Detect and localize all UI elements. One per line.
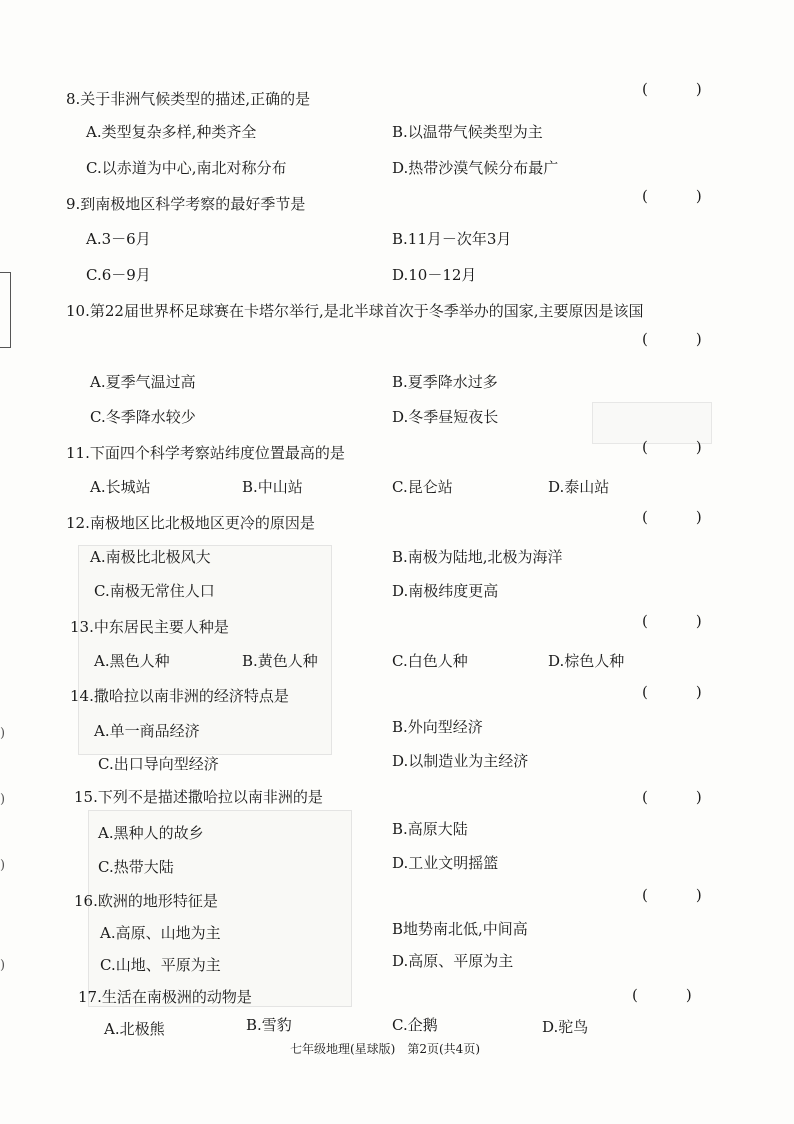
option-15a[interactable]: A.黑种人的故乡 bbox=[98, 824, 204, 842]
left-edge-paren-4: ) bbox=[0, 958, 6, 973]
option-12c[interactable]: C.南极无常住人口 bbox=[94, 582, 215, 600]
answer-bracket-12[interactable]: ( ) bbox=[642, 508, 702, 526]
option-9b[interactable]: B.11月－次年3月 bbox=[392, 230, 512, 248]
option-14d[interactable]: D.以制造业为主经济 bbox=[392, 752, 529, 770]
answer-bracket-8[interactable]: ( ) bbox=[642, 80, 702, 98]
option-15d[interactable]: D.工业文明摇篮 bbox=[392, 854, 499, 872]
option-10c[interactable]: C.冬季降水较少 bbox=[90, 408, 196, 426]
answer-bracket-9[interactable]: ( ) bbox=[642, 187, 702, 205]
question-stem-10: 10.第22届世界杯足球赛在卡塔尔举行,是北半球首次于冬季举办的国家,主要原因是该国 bbox=[66, 302, 644, 320]
option-13c[interactable]: C.白色人种 bbox=[392, 652, 468, 670]
answer-bracket-17[interactable]: ( ) bbox=[632, 986, 692, 1004]
option-17b[interactable]: B.雪豹 bbox=[246, 1016, 292, 1034]
question-stem-11: 11.下面四个科学考察站纬度位置最高的是 bbox=[66, 444, 345, 462]
answer-bracket-10[interactable]: ( ) bbox=[642, 330, 702, 348]
left-edge-mark bbox=[0, 272, 11, 348]
left-edge-paren-2: ) bbox=[0, 792, 6, 807]
option-16b[interactable]: B地势南北低,中间高 bbox=[392, 920, 528, 938]
option-9d[interactable]: D.10－12月 bbox=[392, 266, 477, 284]
question-stem-9: 9.到南极地区科学考察的最好季节是 bbox=[66, 195, 306, 213]
answer-bracket-14[interactable]: ( ) bbox=[642, 683, 702, 701]
answer-bracket-13[interactable]: ( ) bbox=[642, 612, 702, 630]
page-footer: 七年级地理(星球版) 第2页(共4页) bbox=[290, 1042, 480, 1056]
option-14a[interactable]: A.单一商品经济 bbox=[94, 722, 200, 740]
question-stem-14: 14.撒哈拉以南非洲的经济特点是 bbox=[70, 687, 289, 705]
left-edge-paren-3: ) bbox=[0, 858, 6, 873]
option-8a[interactable]: A.类型复杂多样,种类齐全 bbox=[86, 123, 257, 141]
option-12d[interactable]: D.南极纬度更高 bbox=[392, 582, 499, 600]
option-14b[interactable]: B.外向型经济 bbox=[392, 718, 483, 736]
question-stem-8: 8.关于非洲气候类型的描述,正确的是 bbox=[66, 90, 311, 108]
question-stem-12: 12.南极地区比北极地区更冷的原因是 bbox=[66, 514, 315, 532]
option-8c[interactable]: C.以赤道为中心,南北对称分布 bbox=[86, 159, 287, 177]
option-8b[interactable]: B.以温带气候类型为主 bbox=[392, 123, 543, 141]
option-10d[interactable]: D.冬季昼短夜长 bbox=[392, 408, 499, 426]
option-12b[interactable]: B.南极为陆地,北极为海洋 bbox=[392, 548, 563, 566]
option-8d[interactable]: D.热带沙漠气候分布最广 bbox=[392, 159, 559, 177]
option-12a[interactable]: A.南极比北极风大 bbox=[90, 548, 211, 566]
option-16c[interactable]: C.山地、平原为主 bbox=[100, 956, 221, 974]
option-16a[interactable]: A.高原、山地为主 bbox=[100, 924, 221, 942]
question-stem-15: 15.下列不是描述撒哈拉以南非洲的是 bbox=[74, 788, 323, 806]
option-11b[interactable]: B.中山站 bbox=[242, 478, 303, 496]
answer-bracket-15[interactable]: ( ) bbox=[642, 788, 702, 806]
question-stem-13: 13.中东居民主要人种是 bbox=[70, 618, 229, 636]
option-16d[interactable]: D.高原、平原为主 bbox=[392, 952, 514, 970]
option-13a[interactable]: A.黑色人种 bbox=[94, 652, 170, 670]
answer-bracket-11[interactable]: ( ) bbox=[642, 438, 702, 456]
option-13d[interactable]: D.棕色人种 bbox=[548, 652, 625, 670]
option-17a[interactable]: A.北极熊 bbox=[104, 1020, 165, 1038]
question-stem-16: 16.欧洲的地形特征是 bbox=[74, 892, 218, 910]
option-15b[interactable]: B.高原大陆 bbox=[392, 820, 468, 838]
option-9a[interactable]: A.3－6月 bbox=[86, 230, 151, 248]
option-11d[interactable]: D.泰山站 bbox=[548, 478, 610, 496]
left-edge-paren-1: ) bbox=[0, 726, 6, 741]
option-14c[interactable]: C.出口导向型经济 bbox=[98, 755, 219, 773]
option-10a[interactable]: A.夏季气温过高 bbox=[90, 373, 196, 391]
option-11c[interactable]: C.昆仑站 bbox=[392, 478, 453, 496]
option-15c[interactable]: C.热带大陆 bbox=[98, 858, 174, 876]
question-stem-17: 17.生活在南极洲的动物是 bbox=[78, 988, 252, 1006]
option-9c[interactable]: C.6－9月 bbox=[86, 266, 151, 284]
option-13b[interactable]: B.黄色人种 bbox=[242, 652, 318, 670]
option-17d[interactable]: D.驼鸟 bbox=[542, 1018, 589, 1036]
option-17c[interactable]: C.企鹅 bbox=[392, 1016, 438, 1034]
answer-bracket-16[interactable]: ( ) bbox=[642, 886, 702, 904]
option-11a[interactable]: A.长城站 bbox=[90, 478, 151, 496]
option-10b[interactable]: B.夏季降水过多 bbox=[392, 373, 498, 391]
